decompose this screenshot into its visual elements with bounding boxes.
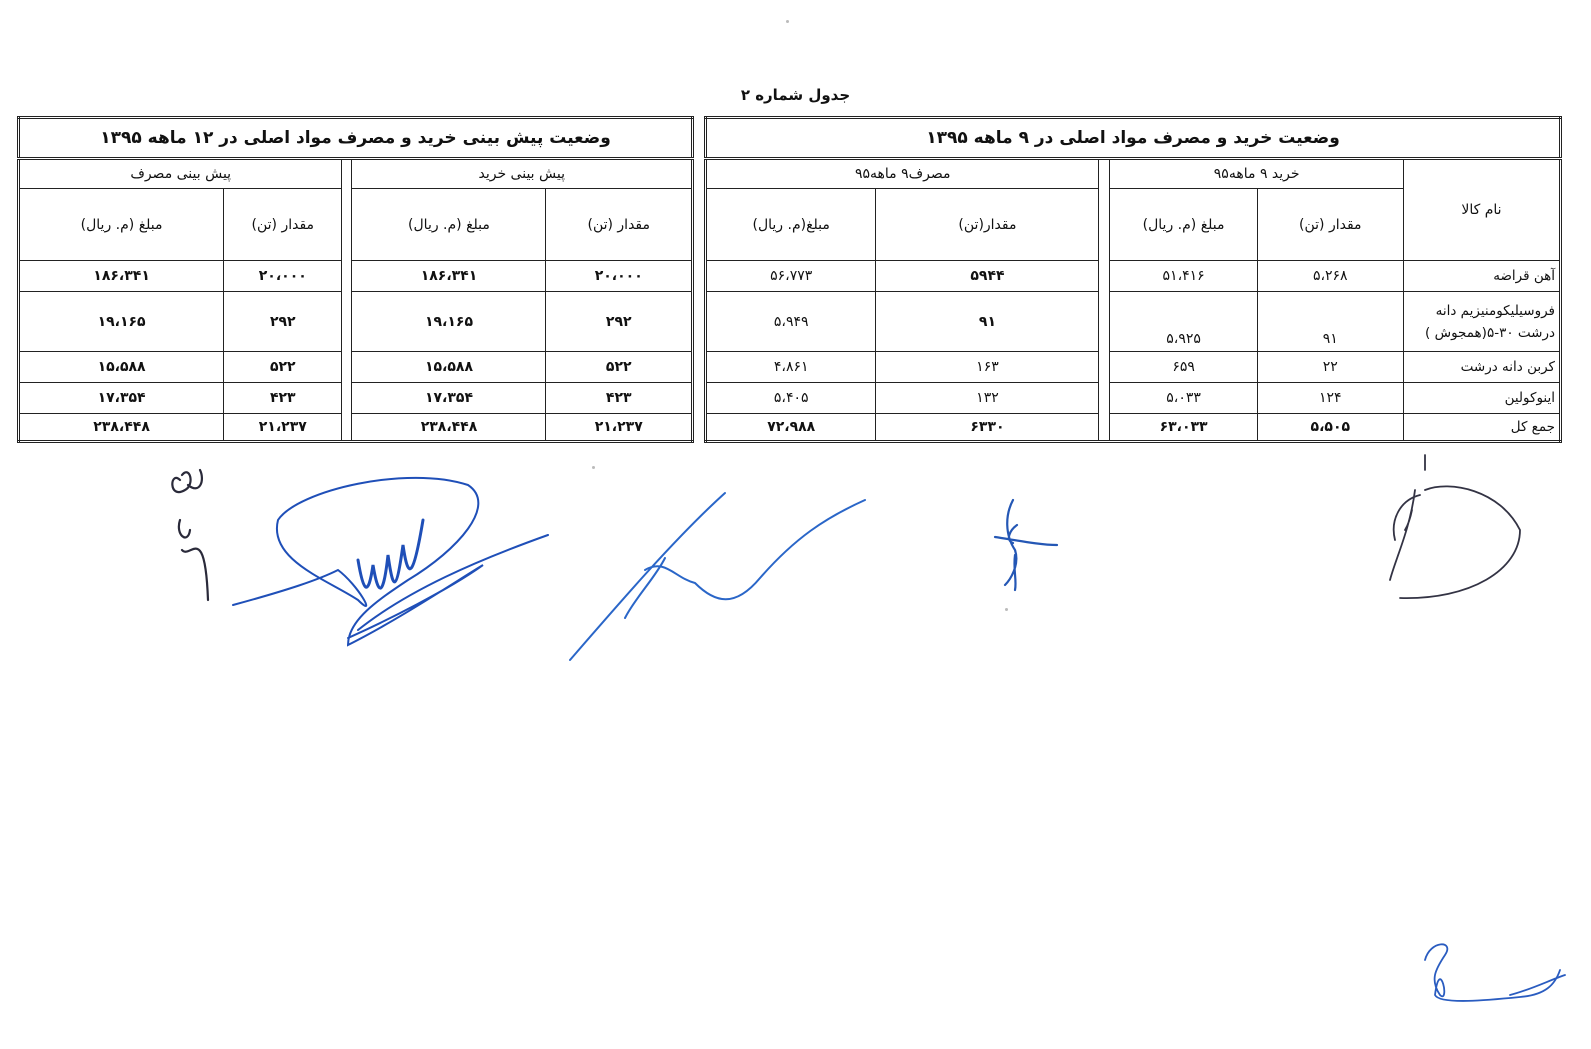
table-row <box>706 261 1561 292</box>
item-name-total: جمع کل <box>1403 414 1560 442</box>
table-gap <box>1099 159 1110 442</box>
col-header-purchase-amount: مبلغ (م. ریال) <box>1110 189 1257 261</box>
table-row-total <box>19 414 693 442</box>
table-row <box>706 383 1561 414</box>
signature-4 <box>985 495 1065 595</box>
group-header-forecast-consumption: پیش بینی مصرف <box>19 159 342 189</box>
forecast-consumption-qty: ۵۲۲ <box>224 352 342 383</box>
consumption-qty: ۹۱ <box>876 292 1099 352</box>
forecast-purchase-qty: ۲۹۲ <box>546 292 693 352</box>
forecast-purchase-amount-total: ۲۳۸،۴۴۸ <box>352 414 546 442</box>
purchase-qty: ۵،۲۶۸ <box>1257 261 1403 292</box>
table-row <box>19 352 693 383</box>
consumption-qty: ۱۳۲ <box>876 383 1099 414</box>
signature-1 <box>160 460 230 610</box>
col-header-forecast-purchase-amount: مبلغ (م. ریال) <box>352 189 546 261</box>
forecast-purchase-qty-total: ۲۱،۲۳۷ <box>546 414 693 442</box>
forecast-consumption-qty: ۲۹۲ <box>224 292 342 352</box>
col-header-item-name: نام کالا <box>1403 159 1560 261</box>
forecast-consumption-qty: ۲۰،۰۰۰ <box>224 261 342 292</box>
consumption-qty: ۵۹۴۴ <box>876 261 1099 292</box>
group-header-consumption: مصرف۹ ماهه۹۵ <box>706 159 1099 189</box>
purchase-amount: ۵،۹۲۵ <box>1110 292 1257 352</box>
forecast-purchase-amount: ۱۵،۵۸۸ <box>352 352 546 383</box>
consumption-qty-total: ۶۳۳۰ <box>876 414 1099 442</box>
signature-5 <box>1380 450 1530 610</box>
table-row <box>19 261 693 292</box>
forecast-consumption-amount: ۱۸۶،۳۴۱ <box>19 261 224 292</box>
purchase-qty: ۲۲ <box>1257 352 1403 383</box>
group-header-forecast-purchase: پیش بینی خرید <box>352 159 693 189</box>
purchase-amount: ۵۱،۴۱۶ <box>1110 261 1257 292</box>
col-header-consumption-qty: مقدار(تن) <box>876 189 1099 261</box>
purchase-amount: ۵،۰۳۳ <box>1110 383 1257 414</box>
col-header-forecast-consumption-amount: مبلغ (م. ریال) <box>19 189 224 261</box>
consumption-amount: ۵۶،۷۷۳ <box>706 261 876 292</box>
consumption-amount-total: ۷۲،۹۸۸ <box>706 414 876 442</box>
purchase-qty: ۹۱ <box>1257 292 1403 352</box>
table-gap <box>342 159 352 442</box>
col-header-forecast-consumption-qty: مقدار (تن) <box>224 189 342 261</box>
signature-3 <box>565 488 875 668</box>
col-header-purchase-qty: مقدار (تن) <box>1257 189 1403 261</box>
scan-speck <box>786 20 789 23</box>
consumption-amount: ۵،۹۴۹ <box>706 292 876 352</box>
forecast-consumption-amount: ۱۷،۳۵۴ <box>19 383 224 414</box>
table-row <box>19 383 693 414</box>
forecast-consumption-qty: ۴۲۳ <box>224 383 342 414</box>
forecast-consumption-qty-total: ۲۱،۲۳۷ <box>224 414 342 442</box>
table-title: وضعیت خرید و مصرف مواد اصلی در ۹ ماهه ۱۳۹۵ <box>706 118 1561 159</box>
table-row-total <box>706 414 1561 442</box>
table-row <box>706 352 1561 383</box>
purchase-qty: ۱۲۴ <box>1257 383 1403 414</box>
item-name: اینوکولین <box>1403 383 1560 414</box>
consumption-qty: ۱۶۳ <box>876 352 1099 383</box>
forecast-consumption-amount: ۱۹،۱۶۵ <box>19 292 224 352</box>
forecast-purchase-qty: ۴۲۳ <box>546 383 693 414</box>
signature-6 <box>1410 935 1570 1015</box>
purchase-qty-total: ۵،۵۰۵ <box>1257 414 1403 442</box>
purchase-consumption-9-month-table <box>704 116 1562 443</box>
signature-2 <box>228 470 558 660</box>
purchase-amount-total: ۶۳،۰۳۳ <box>1110 414 1257 442</box>
item-name: کربن دانه درشت <box>1403 352 1560 383</box>
group-header-purchase: خرید ۹ ماهه۹۵ <box>1110 159 1403 189</box>
purchase-amount: ۶۵۹ <box>1110 352 1257 383</box>
item-name: آهن قراضه <box>1403 261 1560 292</box>
consumption-amount: ۵،۴۰۵ <box>706 383 876 414</box>
table-caption: جدول شماره ۲ <box>740 86 851 104</box>
table-row <box>19 292 693 352</box>
item-name: فروسیلیکومنیزیم دانه درشت ۳۰-۵(همجوش ) <box>1403 292 1560 352</box>
table-row <box>706 292 1561 352</box>
forecast-purchase-amount: ۱۹،۱۶۵ <box>352 292 546 352</box>
forecast-purchase-qty: ۲۰،۰۰۰ <box>546 261 693 292</box>
col-header-forecast-purchase-qty: مقدار (تن) <box>546 189 693 261</box>
scan-speck <box>1005 608 1008 611</box>
table-title: وضعیت پیش بینی خرید و مصرف مواد اصلی در ۱۲ ماهه ۱۳۹۵ <box>19 118 693 159</box>
forecast-purchase-amount: ۱۷،۳۵۴ <box>352 383 546 414</box>
forecast-consumption-amount: ۱۵،۵۸۸ <box>19 352 224 383</box>
scan-speck <box>592 466 595 469</box>
consumption-amount: ۴،۸۶۱ <box>706 352 876 383</box>
forecast-consumption-amount-total: ۲۳۸،۴۴۸ <box>19 414 224 442</box>
forecast-purchase-qty: ۵۲۲ <box>546 352 693 383</box>
forecast-purchase-amount: ۱۸۶،۳۴۱ <box>352 261 546 292</box>
forecast-12-month-table <box>17 116 694 443</box>
col-header-consumption-amount: مبلغ(م. ریال) <box>706 189 876 261</box>
